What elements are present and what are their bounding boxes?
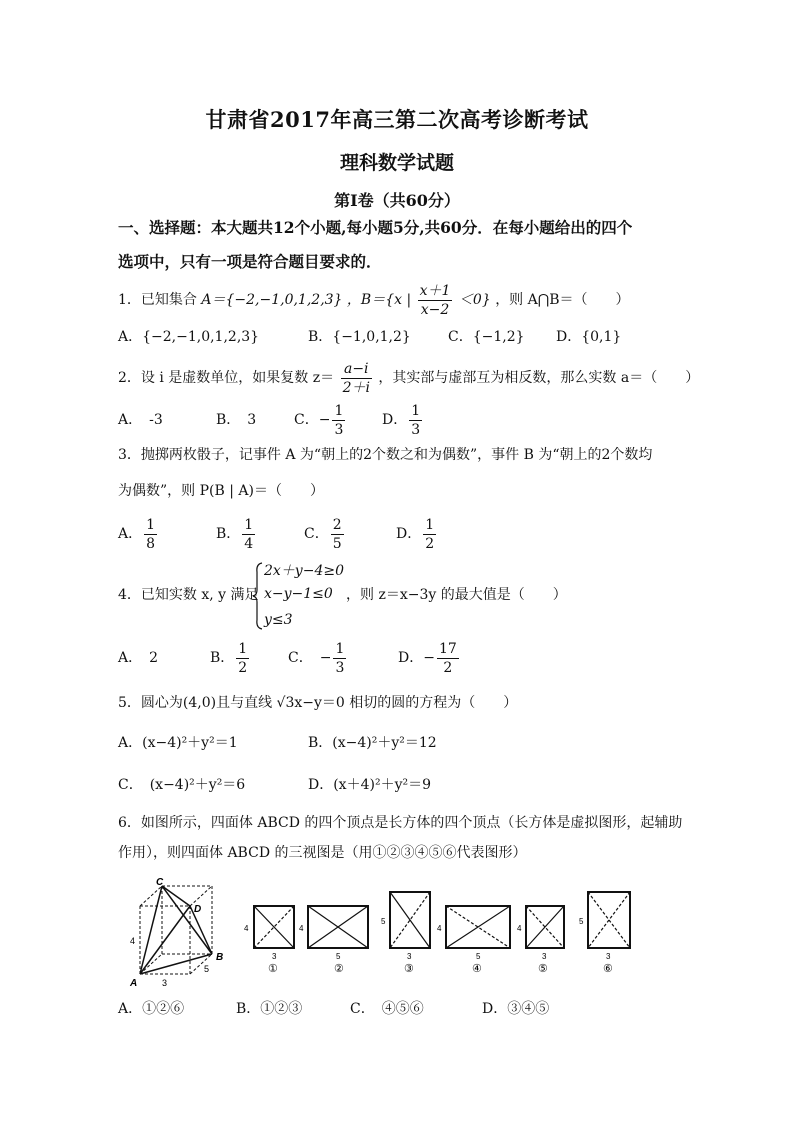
view-5-height: 4	[517, 924, 522, 933]
q1-set-b-end: ＜0}	[458, 292, 491, 308]
subject-title: 理科数学试题	[339, 152, 454, 174]
view-6-width: 3	[606, 952, 611, 961]
edge-width-label: 3	[162, 978, 168, 988]
view-4-width: 5	[476, 952, 481, 961]
part-title: 第Ⅰ卷（共60分）	[334, 191, 460, 210]
view-1-height: 4	[244, 924, 249, 933]
q1-option-a: A．{−2,−1,0,1,2,3}	[118, 329, 260, 345]
q4-ineq-2: x−y−1≤0	[264, 586, 333, 602]
vertex-d-label: D	[194, 904, 202, 915]
q3-option-a-label: A．	[118, 526, 143, 542]
q2-option-d	[382, 400, 424, 440]
q3-option-b-den: 4	[244, 535, 254, 552]
q2-option-c-label: C．−	[294, 412, 331, 428]
q3-option-c-num: 2	[332, 516, 342, 533]
q1-tail: ，则 A⋂B＝（ ）	[495, 292, 630, 308]
view-6-id: ⑥	[603, 963, 613, 975]
q3-option-b-label: B．	[216, 526, 241, 542]
q2-options	[118, 400, 518, 440]
view-3-id: ③	[404, 963, 414, 975]
q3-option-d-label: D．	[396, 526, 422, 542]
q1-prefix: 1．已知集合	[118, 292, 197, 308]
q2-frac-num: a−i	[341, 360, 372, 379]
view-1	[244, 906, 294, 975]
q3-option-c	[304, 514, 346, 554]
q4-option-a: A． 2	[118, 650, 159, 666]
vertex-a-label: A	[130, 978, 138, 989]
section-instruction-line1: 一、选择题：本大题共12个小题,每小题5分,共60分．在每小题给出的四个	[118, 218, 633, 237]
q2-fraction	[341, 360, 372, 397]
q2-tail: ，其实部与虚部互为相反数，那么实数 a＝（ ）	[378, 370, 700, 386]
question-3-line2: 为偶数”，则 P(B | A)＝（ ）	[118, 483, 324, 499]
q1-options	[118, 326, 678, 346]
q3-option-c-label: C．	[304, 526, 329, 542]
view-2-height: 4	[299, 924, 304, 933]
q2-option-b: B． 3	[216, 412, 257, 428]
q6-option-c: C． ④⑤⑥	[350, 1001, 424, 1017]
q4-option-d-num: 17	[438, 640, 457, 657]
view-6-height: 5	[579, 917, 584, 926]
q2-option-d-label: D．	[382, 412, 408, 428]
q4-tail: ，则 z＝x−3y 的最大值是（ ）	[346, 587, 567, 603]
q2-prefix: 2．设 i 是虚数单位，如果复数 z＝	[118, 370, 335, 386]
view-5-width: 3	[542, 952, 547, 961]
section-instruction-line2: 选项中，只有一项是符合题目要求的．	[118, 252, 382, 271]
q5-option-d: D．(x＋4)²＋y²＝9	[308, 777, 431, 793]
q2-option-a: A． -3	[118, 412, 163, 428]
q4-option-c-den: 3	[335, 659, 345, 676]
q1-option-d: D．{0,1}	[556, 329, 622, 345]
q1-option-c: C．{−1,2}	[448, 329, 525, 345]
q3-option-d	[396, 514, 438, 554]
q6-option-d: D．③④⑤	[482, 1001, 550, 1017]
view-6	[579, 892, 630, 975]
q2-frac-den: 2＋i	[342, 379, 370, 396]
q3-option-b	[216, 514, 257, 554]
q3-option-a-num: 1	[146, 516, 156, 533]
view-3-width: 3	[407, 952, 412, 961]
q1-set-b-start: ，B＝{x |	[346, 292, 412, 308]
q3-option-a	[118, 514, 159, 554]
q1-fraction	[418, 282, 453, 319]
q3-option-b-num: 1	[244, 516, 254, 533]
view-5-id: ⑤	[538, 963, 548, 975]
view-1-id: ①	[268, 963, 278, 975]
question-3-line1: 3．抛掷两枚骰子，记事件 A 为“朝上的2个数之和为偶数”，事件 B 为“朝上的2个数均	[118, 447, 653, 463]
q5-option-c: C． (x−4)²＋y²＝6	[118, 777, 246, 793]
q4-option-d-den: 2	[443, 659, 453, 676]
view-4-height: 4	[437, 924, 442, 933]
q5-option-a: A．(x−4)²＋y²＝1	[118, 735, 238, 751]
q6-option-a: A．①②⑥	[118, 1001, 185, 1017]
q5-options-row2	[118, 774, 598, 794]
q4-option-c-num: 1	[335, 640, 345, 657]
q4-option-b	[210, 638, 251, 678]
question-6-line2: 作用），则四面体 ABCD 的三视图是（用①②③④⑤⑥代表图形）	[118, 845, 527, 861]
q2-option-c-num: 1	[334, 402, 344, 419]
q1-set-a: A＝{−2,−1,0,1,2,3}	[201, 292, 343, 308]
view-3-height: 5	[381, 917, 386, 926]
question-5: 5．圆心为(4,0)且与直线 √3x−y＝0 相切的圆的方程为（ ）	[118, 695, 518, 711]
q3-option-d-num: 1	[425, 516, 435, 533]
view-4	[437, 906, 510, 975]
q3-option-a-den: 8	[146, 535, 156, 552]
q2-option-c	[294, 400, 347, 440]
q2-option-d-num: 1	[411, 402, 421, 419]
q4-option-b-num: 1	[238, 640, 248, 657]
q6-option-b: B．①②③	[236, 1001, 303, 1017]
question-2	[118, 358, 699, 398]
q5-option-b: B．(x−4)²＋y²＝12	[308, 735, 437, 751]
q1-frac-den: x−2	[420, 301, 450, 318]
q4-options	[118, 638, 538, 678]
q2-option-c-den: 3	[334, 421, 344, 438]
q2-option-d-den: 3	[411, 421, 421, 438]
view-1-width: 3	[272, 952, 277, 961]
view-2-width: 5	[336, 952, 341, 961]
vertex-c-label: C	[156, 877, 164, 888]
view-4-id: ④	[472, 963, 482, 975]
q3-option-d-den: 2	[425, 535, 435, 552]
question-6-line1: 6．如图所示，四面体 ABCD 的四个顶点是长方体的四个顶点（长方体是虚拟图形，起辅助	[118, 815, 683, 831]
view-5	[517, 906, 564, 975]
vertex-b-label: B	[216, 952, 224, 963]
q5-options-row1	[118, 732, 598, 752]
q4-option-b-label: B．	[210, 650, 235, 666]
q4-brace	[252, 562, 264, 630]
q4-option-d	[398, 638, 461, 678]
q4-option-c-label: C． −	[288, 650, 332, 666]
q4-option-b-den: 2	[238, 659, 248, 676]
q1-frac-num: x＋1	[419, 282, 451, 299]
q6-views	[244, 886, 644, 986]
question-1	[118, 280, 630, 320]
q4-option-d-label: D．−	[398, 650, 435, 666]
q4-ineq-3: y≤3	[264, 612, 293, 628]
q6-cuboid-figure	[124, 876, 236, 992]
view-3	[381, 892, 430, 975]
page-title: 甘肃省2017年高三第二次高考诊断考试	[205, 107, 589, 132]
edge-depth-label: 5	[204, 964, 210, 974]
q3-options	[118, 514, 538, 554]
q4-prefix: 4．已知实数 x, y 满足	[118, 587, 259, 603]
q1-option-b: B．{−1,0,1,2}	[308, 329, 411, 345]
edge-height-label: 4	[130, 936, 136, 946]
q4-option-c	[288, 638, 348, 678]
q6-options	[118, 998, 598, 1018]
q4-ineq-1: 2x＋y−4≥0	[264, 563, 344, 579]
q3-option-c-den: 5	[332, 535, 342, 552]
view-2-id: ②	[334, 963, 344, 975]
view-2	[299, 906, 368, 975]
